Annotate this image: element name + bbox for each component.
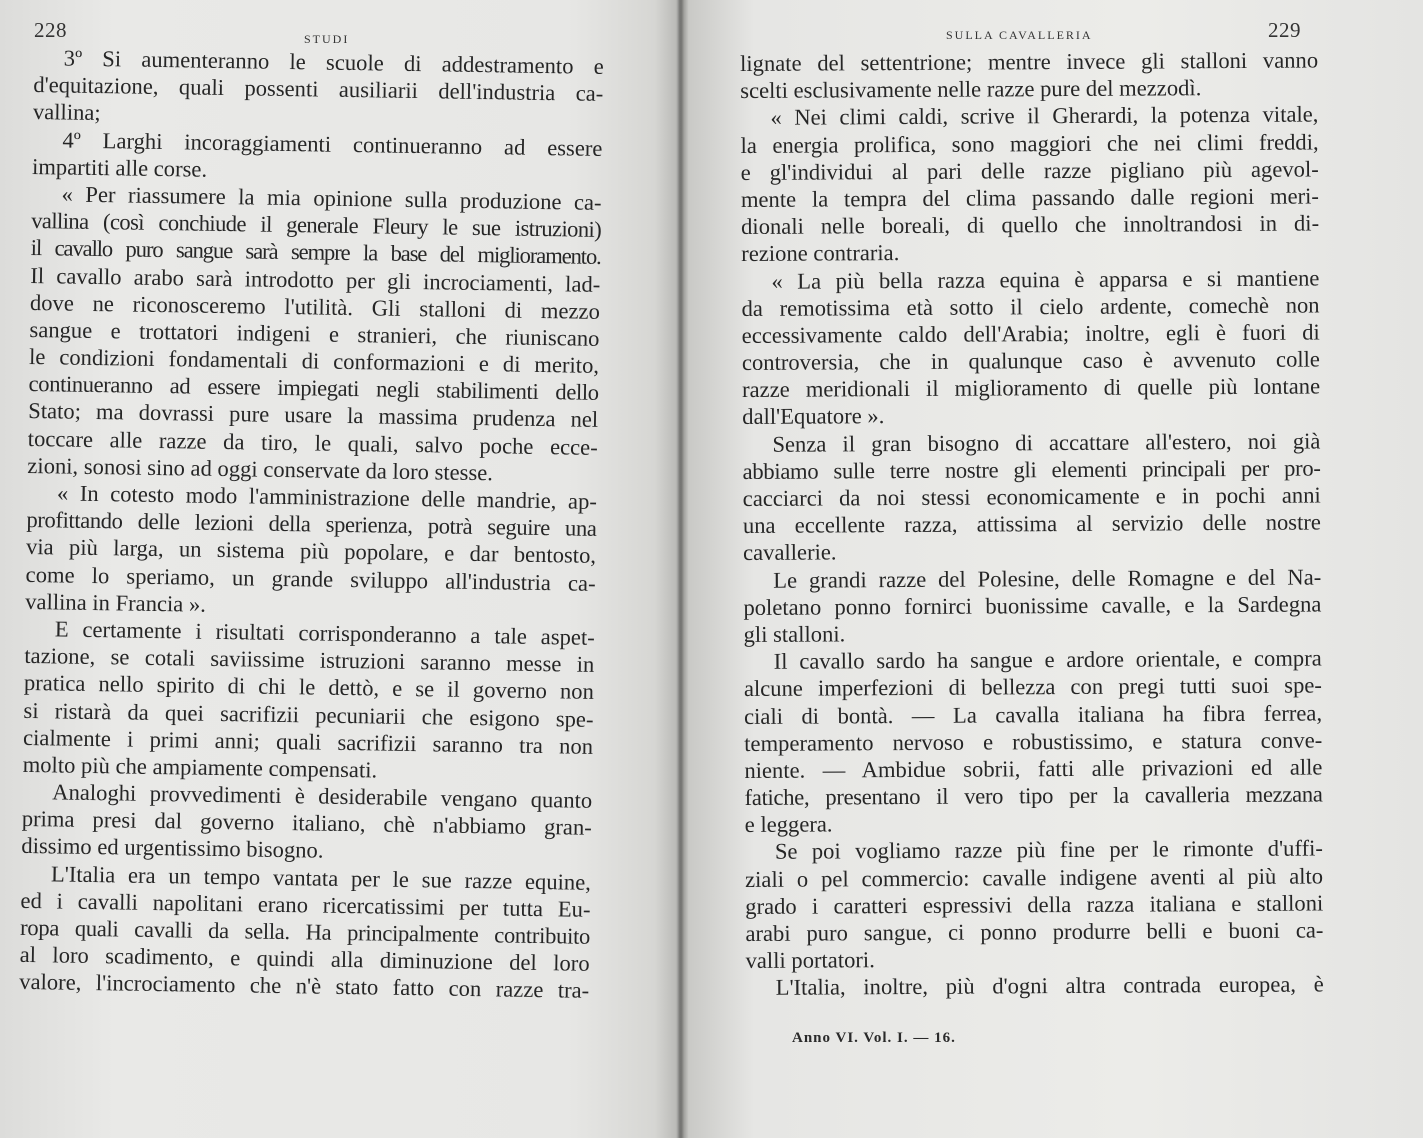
text-line: rezione contraria. <box>741 240 900 267</box>
text-line: gli stalloni. <box>743 621 846 647</box>
text-line: vallina; <box>32 99 101 126</box>
right-running-head: SULLA CAVALLERIA <box>946 28 1093 42</box>
text-line: E certamente i risultati corrisponderanno a tale aspet- <box>54 616 595 650</box>
signature-footer: Anno VI. Vol. I. — 16. <box>792 1030 956 1046</box>
text-line: temperamento nervoso e robustissimo, e statura conve- <box>744 727 1323 756</box>
text-line: valli portatori. <box>745 947 875 974</box>
text-line: « La più bella razza equina è apparsa e si mantiene <box>771 264 1320 294</box>
text-line: eccessivamente caldo dell'Arabia; inoltre, egli è fuori di <box>741 319 1320 348</box>
text-line: pratica nello spirito di chi le dettò, e se il governo non <box>23 670 595 705</box>
text-line: come lo speriamo, un grande sviluppo all'industria ca- <box>25 561 596 596</box>
text-line: « In cotesto modo l'amministrazione delle mandrie, ap- <box>56 480 598 514</box>
text-line: abbiamo sulle terre nostre gli elementi principali per pro- <box>742 455 1321 484</box>
left-running-head: STUDI <box>304 32 350 46</box>
text-line: cialmente i primi anni; quali sacrifizii saranno tra non <box>22 724 594 759</box>
text-line: continueranno ad essere impiegati negli stabilimenti dello <box>28 371 599 406</box>
text-line: fatiche, presentano il vero tipo per la cavalleria mezzana <box>744 781 1323 811</box>
text-line: scelti esclusivamente nelle razze pure del mezzodì. <box>740 75 1202 104</box>
text-line: lignate del settentrione; mentre invece gli stalloni vanno <box>740 47 1319 76</box>
text-line: cacciarci da noi stessi economicamente e in pochi anni <box>742 482 1321 511</box>
text-line: ziali o pel commercio: cavalle indigene aventi al più alto <box>744 863 1324 892</box>
text-line: razze meridionali il miglioramento di quelle più lontane <box>741 373 1321 403</box>
text-line: Le grandi razze del Polesine, delle Romagne e del Na- <box>773 564 1322 593</box>
text-line: e leggera. <box>744 811 833 838</box>
text-line: arabi puro sangue, ci ponno produrre belli e buoni ca- <box>745 917 1324 946</box>
text-line: dall'Equatore ». <box>742 403 885 430</box>
text-line: L'Italia era un tempo vantata per le sue razze equine, <box>50 860 592 895</box>
text-line: il cavallo puro sangue sarà sempre la base del miglioramento. <box>30 235 601 270</box>
text-line: la energia prolifica, sono maggiori che nei climi freddi, <box>740 129 1319 158</box>
text-line: grado i caratteri espressivi della razza italiana e stalloni <box>745 890 1324 919</box>
text-line: d'equitazione, quali possenti ausiliarii dell'industria ca- <box>33 72 604 107</box>
text-line: via più larga, un sistema più popolare, e dar bentosto, <box>25 534 597 569</box>
text-line: Stato; ma dovrassi pure usare la massima prudenza nel <box>28 398 599 433</box>
book-gutter <box>676 0 684 1138</box>
text-line: cavallerie. <box>742 539 837 566</box>
text-line: prima presi dal governo italiano, chè n'abbiamo gran- <box>21 806 592 841</box>
text-line: Il cavallo sardo ha sangue e ardore orientale, e compra <box>773 645 1322 674</box>
text-line: ed i cavalli napolitani erano ricercatissimi per tutta Eu- <box>20 887 591 922</box>
text-line: toccare alle razze da tiro, le quali, salvo poche ecce- <box>27 425 598 460</box>
left-page-number: 228 <box>34 18 67 42</box>
text-line: dissimo ed urgentissimo bisogno. <box>21 833 324 864</box>
text-line: mente la tempra del clima passando dalle regioni meri- <box>740 183 1319 212</box>
text-line: Senza il gran bisogno di accattare all'estero, noi già <box>772 428 1321 457</box>
text-line: « Nei climi caldi, scrive il Gherardi, la potenza vitale, <box>770 101 1319 131</box>
text-line: dionali nelle boreali, di quello che innoltrandosi in di- <box>741 210 1320 240</box>
text-line: le condizioni fondamentali di conformazioni e di merito, <box>28 344 600 378</box>
text-line: alcune imperfezioni di bellezza con pregi tutti suoi spe- <box>743 672 1322 702</box>
text-line: da remotissima età sotto il cielo ardente, comechè non <box>741 292 1320 321</box>
right-page-body <box>740 46 1324 1001</box>
text-line: dove ne riconosceremo l'utilità. Gli stalloni di mezzo <box>29 289 601 324</box>
text-line: valore, l'incrociamento che n'è stato fatto con razze tra- <box>19 969 590 1004</box>
text-line: profittando delle lezioni della sperienza, potrà seguire una <box>26 507 597 542</box>
text-line: controversia, che in qualunque caso è avvenuto colle <box>741 346 1320 376</box>
left-page-body <box>19 44 604 1004</box>
text-line: « Per riassumere la mia opinione sulla produzione ca- <box>61 181 602 215</box>
text-line: poletano ponno fornirci buonissime cavalle, e la Sardegna <box>743 591 1322 620</box>
text-line: tazione, se cotali saviissime istruzioni saranno messe in <box>24 643 595 678</box>
text-line: 3º Si aumenteranno le scuole di addestramento e <box>63 45 604 79</box>
text-line: si ristarà da quei sacrifizii pecuniarii che esigono spe- <box>23 697 594 732</box>
text-line: al loro scadimento, e quindi alla diminuzione del loro <box>19 942 590 977</box>
text-line: L'Italia, inoltre, più d'ogni altra contrada europea, è <box>775 971 1324 1001</box>
text-line: zioni, sonosi sino ad oggi conservate da loro stesse. <box>27 452 494 486</box>
text-line: ciali di bontà. — La cavalla italiana ha fibra ferrea, <box>743 699 1323 729</box>
text-line: vallina in Francia ». <box>25 588 207 617</box>
text-line: ropa quali cavalli da sella. Ha principalmente contribuito <box>19 914 591 949</box>
right-page <box>684 0 1423 1138</box>
text-line: vallina (così conchiude il generale Fleury le sue istruzioni) <box>31 208 602 243</box>
text-line: Il cavallo arabo sarà introdotto per gli incrociamenti, lad- <box>30 262 601 297</box>
text-line: Analoghi provvedimenti è desiderabile vengano quanto <box>52 779 593 813</box>
right-page-number: 229 <box>1268 18 1301 42</box>
text-line: impartiti alle corse. <box>31 153 208 182</box>
text-line: niente. — Ambidue sobrii, fatti alle privazioni ed alle <box>744 754 1323 783</box>
text-line: e gl'individui al pari delle razze pigliano più agevol- <box>740 156 1319 185</box>
left-page <box>0 0 676 1138</box>
text-line: molto più che ampiamente compensati. <box>22 751 378 783</box>
text-line: sangue e trottatori indigeni e stranieri, che riuniscano <box>29 316 600 351</box>
text-line: 4º Larghi incoraggiamenti continueranno ad essere <box>62 127 603 161</box>
text-line: Se poi vogliamo razze più fine per le rimonte d'uffi- <box>774 835 1323 865</box>
text-line: una eccellente razza, attissima al servizio delle nostre <box>742 509 1321 539</box>
